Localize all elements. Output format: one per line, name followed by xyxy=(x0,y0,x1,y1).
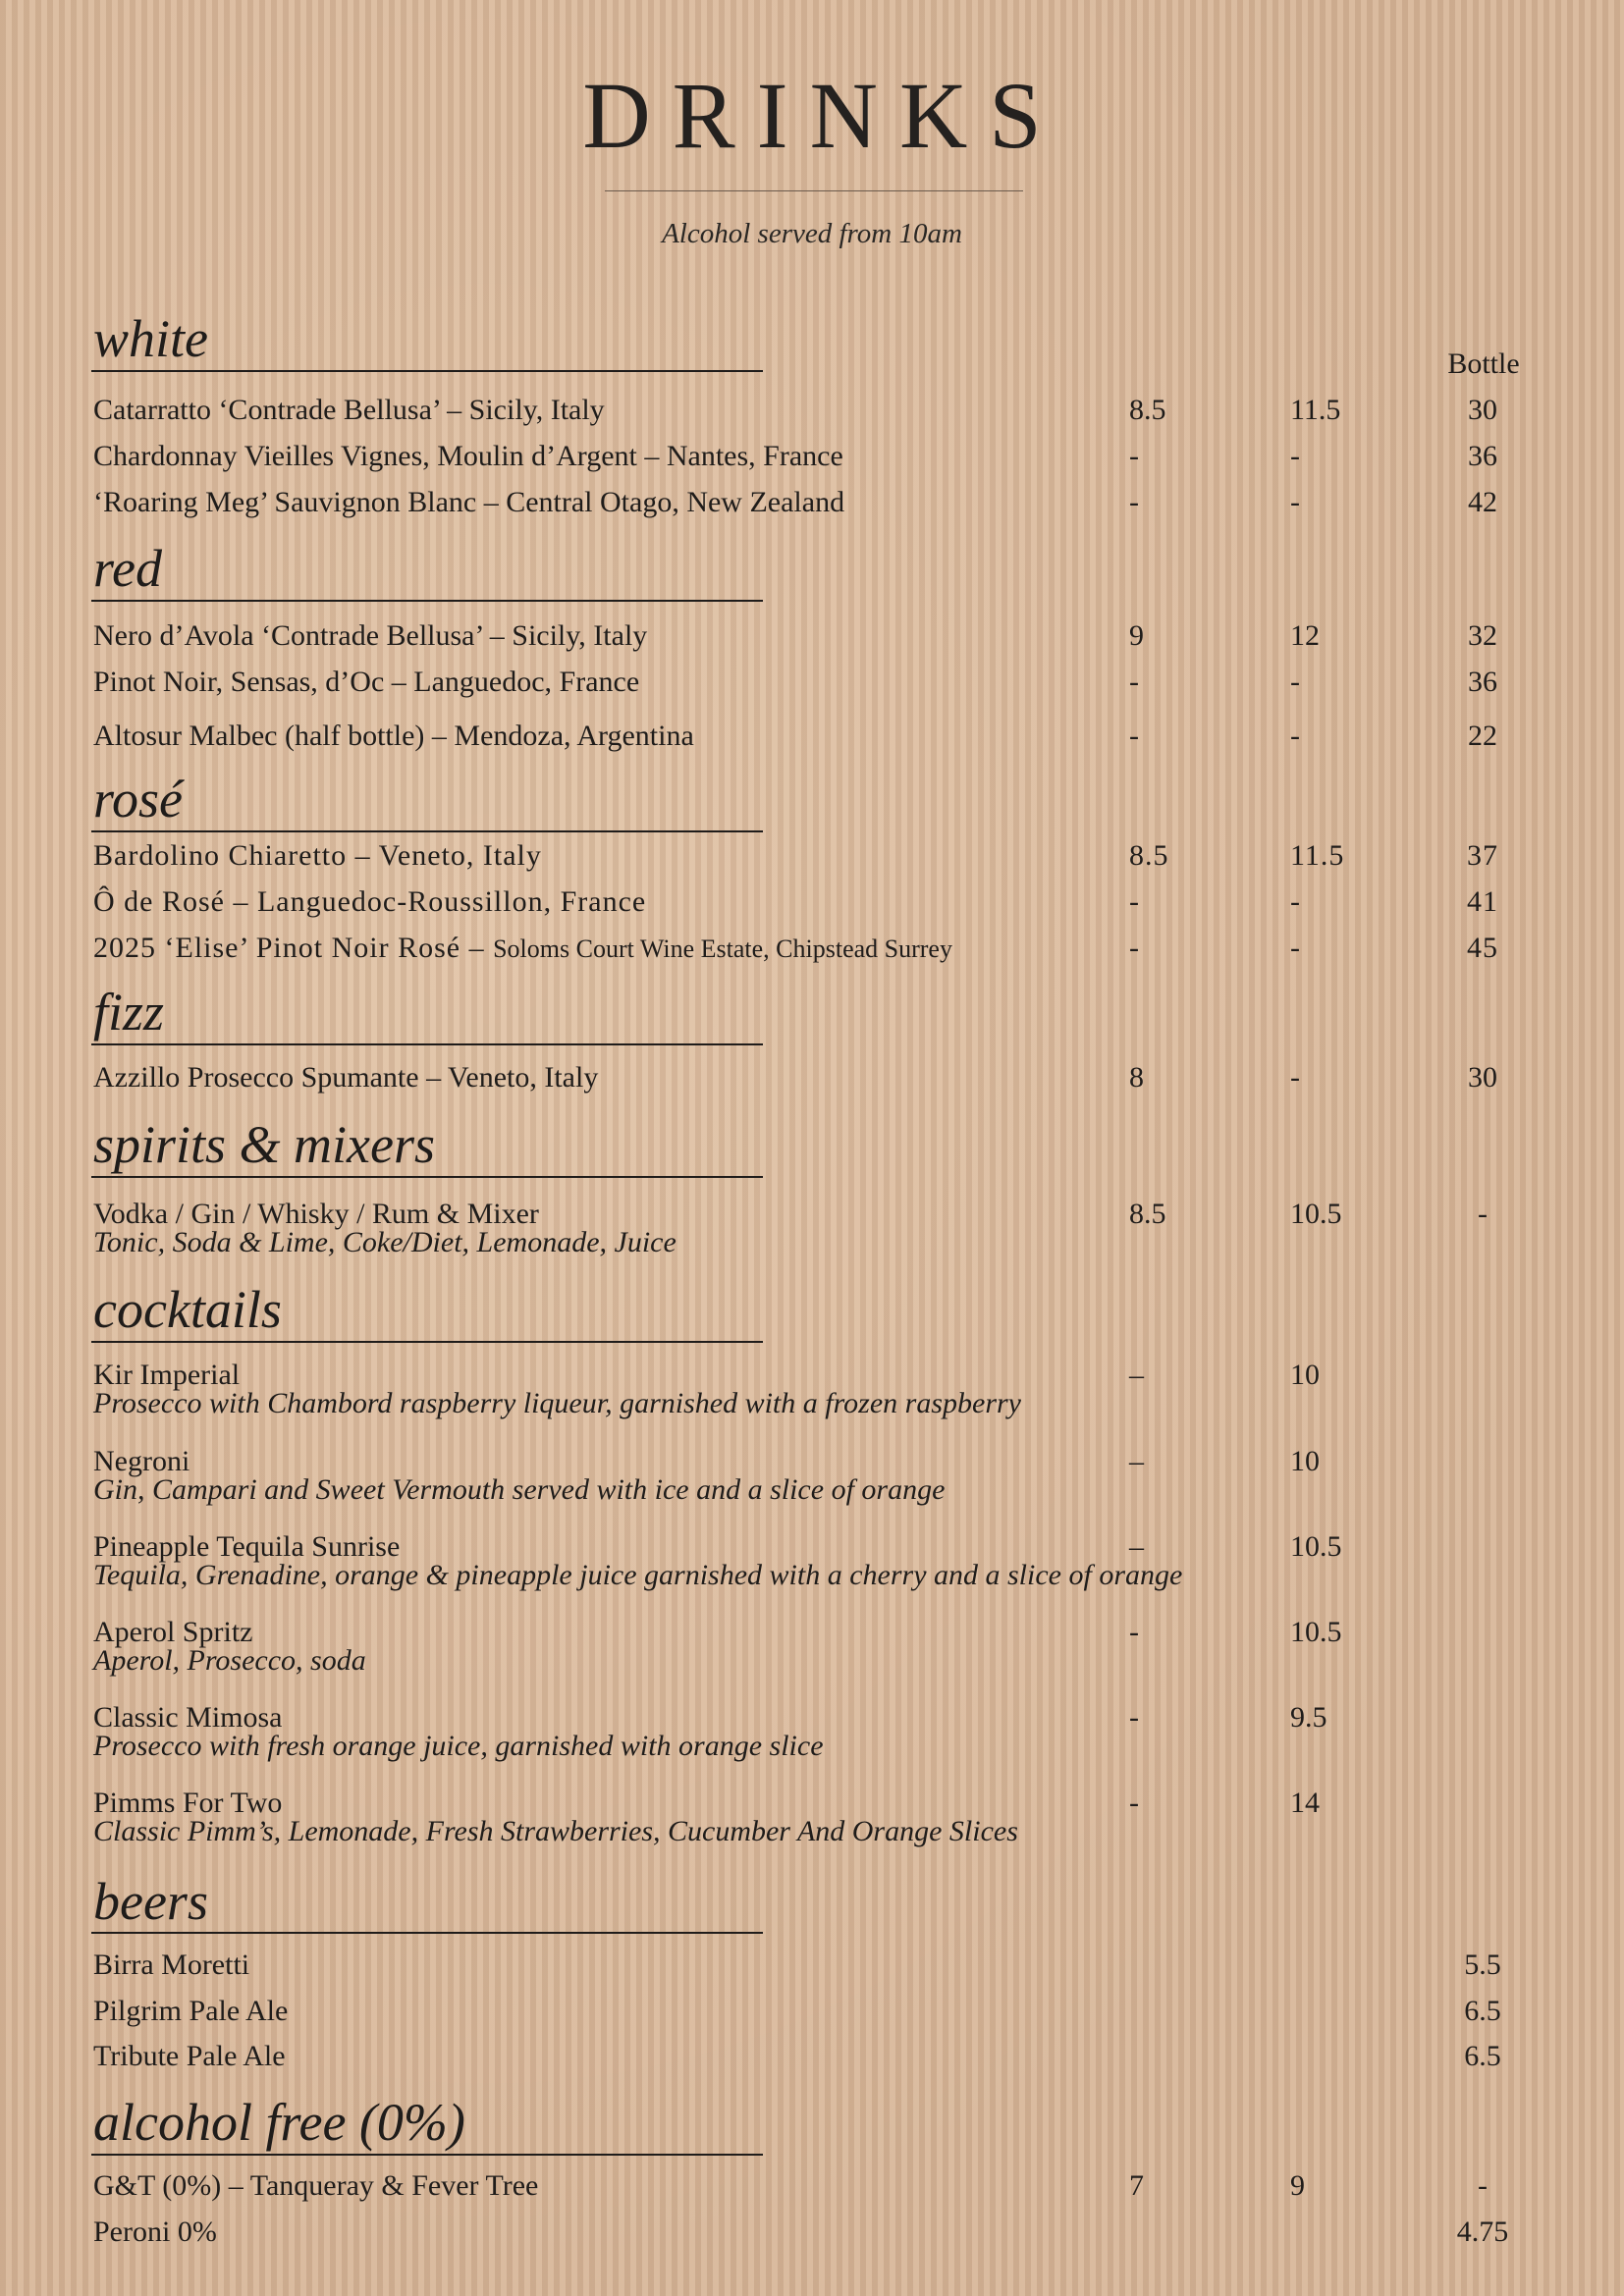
menu-item-name: Catarratto ‘Contrade Bellusa’ – Sicily, Italy xyxy=(93,394,605,426)
section-heading-fizz: fizz xyxy=(93,983,165,1041)
menu-item-name: Peroni 0% xyxy=(93,2216,217,2248)
section-heading-white: white xyxy=(93,309,208,368)
menu-item-name: Kir Imperial xyxy=(93,1359,241,1391)
menu-item-name: G&T (0%) – Tanqueray & Fever Tree xyxy=(93,2169,539,2202)
menu-item-price-1: - xyxy=(1129,666,1139,698)
menu-item-price-1: - xyxy=(1129,486,1139,518)
menu-item-price-2: - xyxy=(1290,885,1301,918)
menu-item-price-1: - xyxy=(1129,885,1140,918)
section-heading-rose: rosé xyxy=(93,770,183,828)
column-header-bottle: Bottle xyxy=(1447,347,1520,380)
menu-item-name: Altosur Malbec (half bottle) – Mendoza, Argentina xyxy=(93,720,694,752)
menu-item-name: Bardolino Chiaretto – Veneto, Italy xyxy=(93,839,542,872)
menu-item-price-bottle: 6.5 xyxy=(1464,1995,1501,2027)
menu-item-price-bottle: 6.5 xyxy=(1464,2040,1501,2072)
menu-item-price-bottle: 42 xyxy=(1468,486,1497,518)
menu-item-name: Chardonnay Vieilles Vignes, Moulin d’Argent – Nantes, France xyxy=(93,440,843,472)
menu-item-price-1: – xyxy=(1129,1445,1144,1477)
menu-item-price-2: 12 xyxy=(1290,619,1320,652)
menu-item-description: Gin, Campari and Sweet Vermouth served with ice and a slice of orange xyxy=(93,1473,946,1506)
menu-item-name: Aperol Spritz xyxy=(93,1616,253,1648)
menu-item-price-1: 8.5 xyxy=(1129,394,1166,426)
menu-item-price-1: - xyxy=(1129,440,1139,472)
menu-item-name-origin: Soloms Court Wine Estate, Chipstead Surrey xyxy=(493,934,952,963)
page-subtitle: Alcohol served from 10am xyxy=(662,218,962,249)
menu-item-name: Negroni xyxy=(93,1445,190,1477)
section-rule-rose xyxy=(91,830,763,832)
menu-item-description: Tequila, Grenadine, orange & pineapple juice garnished with a cherry and a slice of orange xyxy=(93,1559,1183,1591)
menu-item-price-2: 9 xyxy=(1290,2169,1305,2202)
menu-item-price-2: - xyxy=(1290,486,1300,518)
menu-item-price-2: 14 xyxy=(1290,1787,1320,1819)
menu-item-name: Birra Moretti xyxy=(93,1949,250,1981)
menu-item-name: Pineapple Tequila Sunrise xyxy=(93,1530,401,1563)
menu-item-price-1: - xyxy=(1129,1787,1139,1819)
section-heading-red: red xyxy=(93,539,162,598)
menu-item-price-bottle: 36 xyxy=(1468,440,1497,472)
menu-item-price-2: 11.5 xyxy=(1290,839,1345,872)
menu-item-price-2: 11.5 xyxy=(1290,394,1341,426)
menu-item-name: Ô de Rosé – Languedoc-Roussillon, France xyxy=(93,885,647,918)
menu-item-price-1: - xyxy=(1129,720,1139,752)
section-rule-spirits xyxy=(91,1176,763,1178)
menu-item-price-bottle: 41 xyxy=(1467,885,1498,918)
menu-item-description: Aperol, Prosecco, soda xyxy=(93,1644,366,1677)
menu-item-name: Pilgrim Pale Ale xyxy=(93,1995,289,2027)
menu-item-price-1: 7 xyxy=(1129,2169,1144,2202)
menu-item-name: Pimms For Two xyxy=(93,1787,283,1819)
menu-item-price-2: 10.5 xyxy=(1290,1530,1342,1563)
menu-item-price-bottle: 37 xyxy=(1467,839,1498,872)
section-heading-cocktails: cocktails xyxy=(93,1280,282,1339)
menu-item-price-2: 10.5 xyxy=(1290,1198,1342,1230)
menu-item-price-2: - xyxy=(1290,720,1300,752)
menu-item-price-2: - xyxy=(1290,440,1300,472)
menu-item-name: Azzillo Prosecco Spumante – Veneto, Italy xyxy=(93,1061,599,1094)
menu-item-price-2: - xyxy=(1290,666,1300,698)
section-rule-cocktails xyxy=(91,1341,763,1343)
title-divider xyxy=(605,190,1023,191)
menu-item-price-1: 8 xyxy=(1129,1061,1144,1094)
menu-item-price-1: 8.5 xyxy=(1129,839,1169,872)
menu-item-price-2: 10 xyxy=(1290,1445,1320,1477)
menu-item-price-2: - xyxy=(1290,932,1301,964)
section-heading-alcohol-free: alcohol free (0%) xyxy=(93,2093,465,2152)
menu-item-price-bottle: 45 xyxy=(1467,932,1498,964)
menu-item-price-bottle: 30 xyxy=(1468,394,1497,426)
menu-item-name xyxy=(93,934,952,963)
menu-item-description: Tonic, Soda & Lime, Coke/Diet, Lemonade, Juice xyxy=(93,1226,677,1258)
menu-item-price-bottle: 4.75 xyxy=(1456,2216,1509,2248)
section-heading-beers: beers xyxy=(93,1872,208,1931)
menu-item-price-2: - xyxy=(1290,1061,1300,1094)
menu-item-price-1: - xyxy=(1129,1616,1139,1648)
menu-item-price-bottle: 5.5 xyxy=(1464,1949,1501,1981)
section-heading-spirits: spirits & mixers xyxy=(93,1115,436,1174)
menu-item-description: Classic Pimm’s, Lemonade, Fresh Strawberries, Cucumber And Orange Slices xyxy=(93,1815,1018,1847)
menu-item-name: Vodka / Gin / Whisky / Rum & Mixer xyxy=(93,1198,539,1230)
section-rule-white xyxy=(91,370,763,372)
menu-item-price-2: 9.5 xyxy=(1290,1701,1327,1734)
menu-item-name: Tribute Pale Ale xyxy=(93,2040,286,2072)
menu-item-name: ‘Roaring Meg’ Sauvignon Blanc – Central Otago, New Zealand xyxy=(93,486,845,518)
menu-item-price-1: – xyxy=(1129,1359,1144,1391)
menu-item-name: Nero d’Avola ‘Contrade Bellusa’ – Sicily, Italy xyxy=(93,619,648,652)
menu-item-description: Prosecco with fresh orange juice, garnished with orange slice xyxy=(93,1730,824,1762)
menu-item-description: Prosecco with Chambord raspberry liqueur, garnished with a frozen raspberry xyxy=(93,1387,1021,1419)
section-rule-red xyxy=(91,600,763,602)
menu-item-price-bottle: - xyxy=(1478,2169,1488,2202)
menu-item-price-bottle: 22 xyxy=(1468,720,1497,752)
menu-item-name: Classic Mimosa xyxy=(93,1701,283,1734)
menu-item-price-1: - xyxy=(1129,1701,1139,1734)
menu-item-price-2: 10 xyxy=(1290,1359,1320,1391)
menu-item-price-bottle: 36 xyxy=(1468,666,1497,698)
section-rule-fizz xyxy=(91,1043,763,1045)
page-title: DRINKS xyxy=(582,63,1063,168)
menu-item-price-bottle: 30 xyxy=(1468,1061,1497,1094)
section-rule-beers xyxy=(91,1932,763,1934)
menu-item-price-1: - xyxy=(1129,932,1140,964)
menu-item-name-main: 2025 ‘Elise’ Pinot Noir Rosé – xyxy=(93,932,494,964)
menu-item-name: Pinot Noir, Sensas, d’Oc – Languedoc, France xyxy=(93,666,640,698)
menu-item-price-1: – xyxy=(1129,1530,1144,1563)
menu-item-price-1: 8.5 xyxy=(1129,1198,1166,1230)
menu-item-price-bottle: - xyxy=(1478,1198,1488,1230)
menu-item-price-2: 10.5 xyxy=(1290,1616,1342,1648)
menu-item-price-bottle: 32 xyxy=(1468,619,1497,652)
section-rule-alcohol-free xyxy=(91,2154,763,2156)
menu-item-price-1: 9 xyxy=(1129,619,1144,652)
